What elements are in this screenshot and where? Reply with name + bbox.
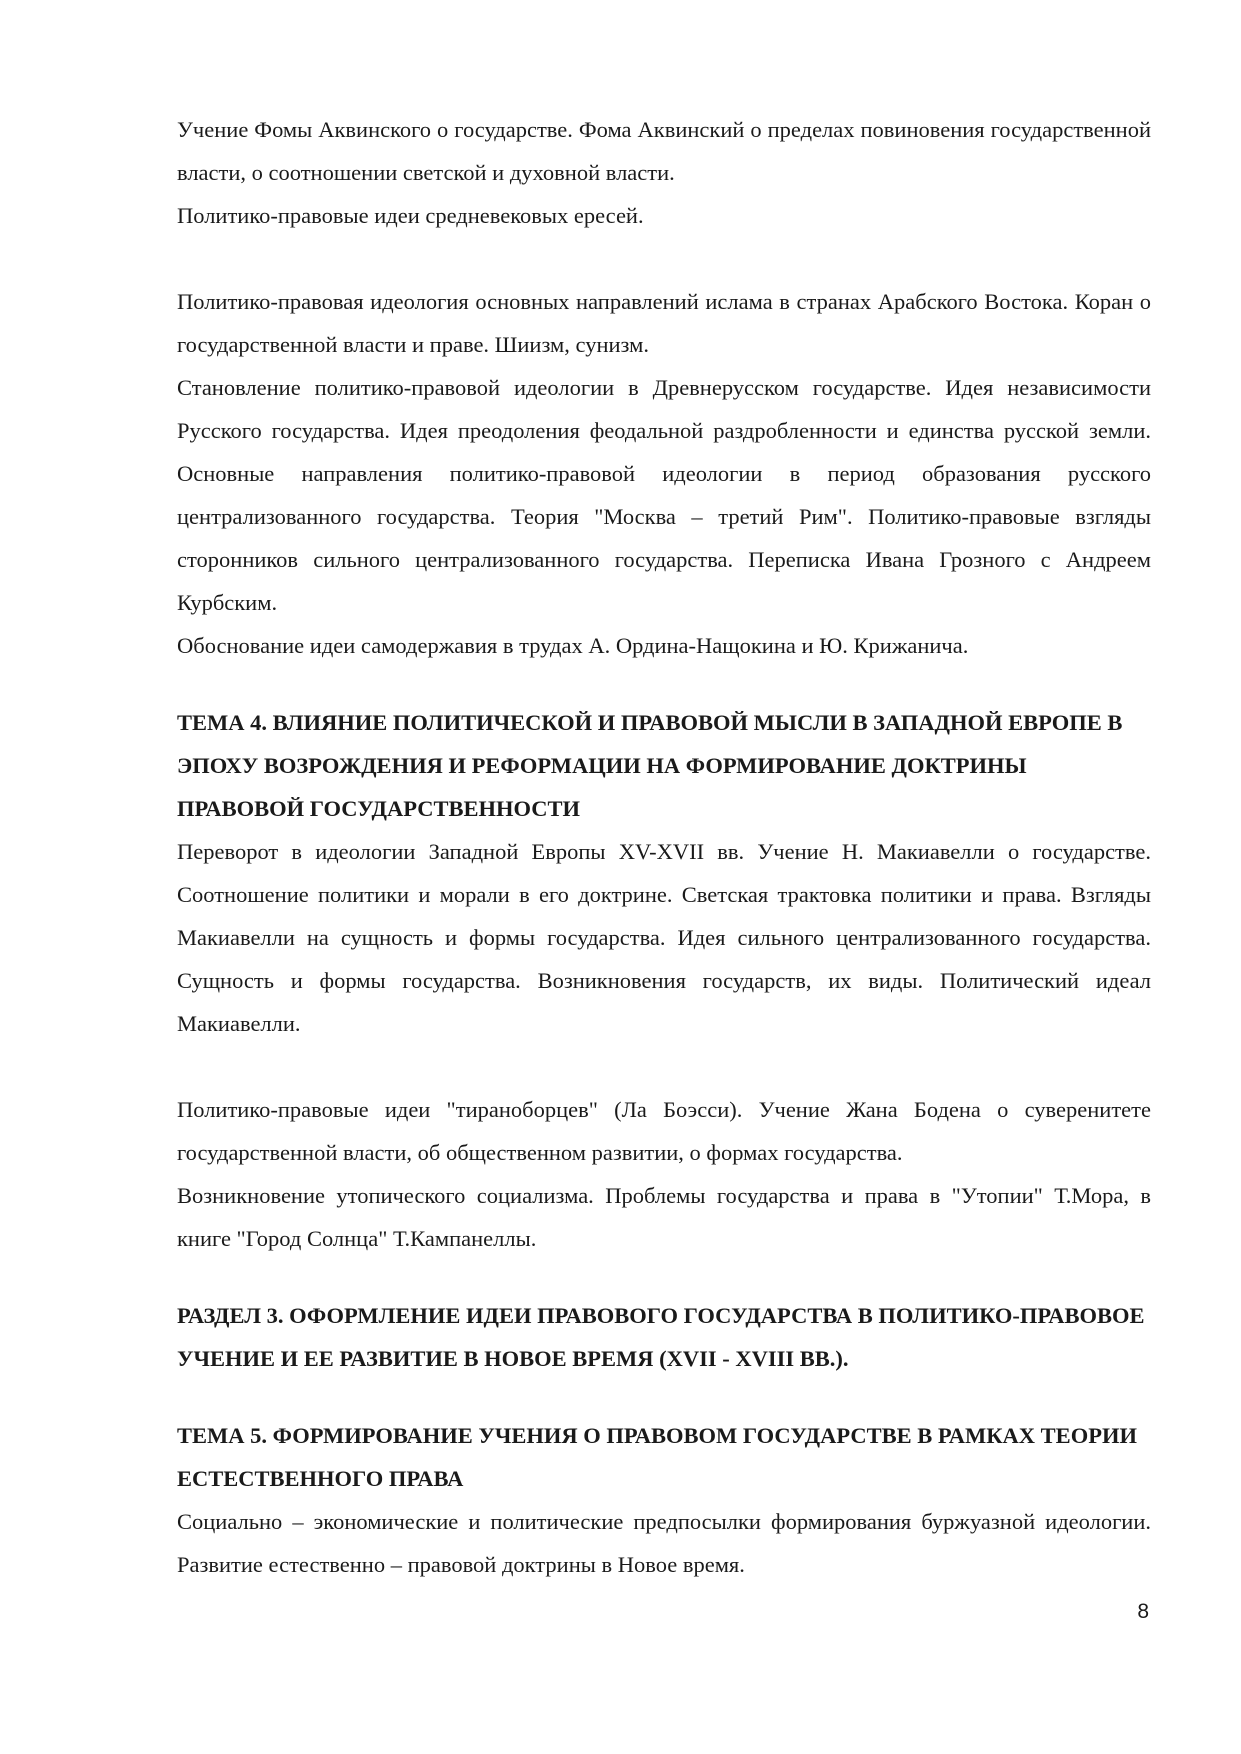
heading-section-3: РАЗДЕЛ 3. ОФОРМЛЕНИЕ ИДЕИ ПРАВОВОГО ГОСУДАРСТВА В ПОЛИТИКО-ПРАВОВОЕ УЧЕНИЕ И ЕЕ РАЗВИТИЕ В НОВОЕ ВРЕМЯ (XVII - XVIII ВВ.).: [177, 1303, 1145, 1371]
paragraph-utopian-socialism: Возникновение утопического социализма. Проблемы государства и права в "Утопии" Т.Мора, в книге "Город Солнца" Т.Кампанеллы.: [177, 1183, 1151, 1251]
spacer: [177, 667, 1151, 701]
spacer: [177, 1380, 1151, 1414]
paragraph-aquinas: Учение Фомы Аквинского о государстве. Фома Аквинский о пределах повиновения государственной власти, о соотношении светской и духовной власти.: [177, 117, 1151, 185]
spacer: [177, 1260, 1151, 1294]
page-number: 8: [1137, 1600, 1149, 1623]
paragraph-old-russian-state: Становление политико-правовой идеологии в Древнерусском государстве. Идея независимости Русского государства. Идея преодоления феодальной раздробленности и единства русской земли. Основные направления политико-правовой идеологии в период образования русского централизованного государства. Теория "Москва – третий Рим". Политико-правовые взгляды сторонников сильного централизованного государства. Переписка Ивана Грозного с Андреем Курбским.: [177, 375, 1151, 615]
spacer: [177, 1045, 1151, 1088]
document-body: [177, 108, 1151, 1586]
paragraph-islam: Политико-правовая идеология основных направлений ислама в странах Арабского Востока. Коран о государственной власти и праве. Шиизм, сунизм.: [177, 289, 1151, 357]
spacer: [177, 237, 1151, 280]
heading-topic-4: ТЕМА 4. ВЛИЯНИЕ ПОЛИТИЧЕСКОЙ И ПРАВОВОЙ МЫСЛИ В ЗАПАДНОЙ ЕВРОПЕ В ЭПОХУ ВОЗРОЖДЕНИЯ И РЕФОРМАЦИИ НА ФОРМИРОВАНИЕ ДОКТРИНЫ ПРАВОВОЙ ГОСУДАРСТВЕННОСТИ: [177, 710, 1123, 821]
paragraph-bourgeois-ideology: Социально – экономические и политические предпосылки формирования буржуазной идеологии. Развитие естественно – правовой доктрины в Новое время.: [177, 1509, 1151, 1577]
paragraph-machiavelli: Переворот в идеологии Западной Европы XV-XVII вв. Учение Н. Макиавелли о государстве. Соотношение политики и морали в его доктрине. Светская трактовка политики и права. Взгляды Макиавелли на сущность и формы государства. Идея сильного централизованного государства. Сущность и формы государства. Возникновения государств, их виды. Политический идеал Макиавелли.: [177, 839, 1151, 1036]
paragraph-autocracy: Обоснование идеи самодержавия в трудах А. Ордина-Нащокина и Ю. Крижанича.: [177, 633, 969, 658]
heading-topic-5: ТЕМА 5. ФОРМИРОВАНИЕ УЧЕНИЯ О ПРАВОВОМ ГОСУДАРСТВЕ В РАМКАХ ТЕОРИИ ЕСТЕСТВЕННОГО ПРАВА: [177, 1423, 1137, 1491]
paragraph-heresies: Политико-правовые идеи средневековых ересей.: [177, 203, 644, 228]
paragraph-tyrannomachs: Политико-правовые идеи "тираноборцев" (Ла Боэсси). Учение Жана Бодена о суверенитете государственной власти, об общественном развитии, о формах государства.: [177, 1097, 1151, 1165]
